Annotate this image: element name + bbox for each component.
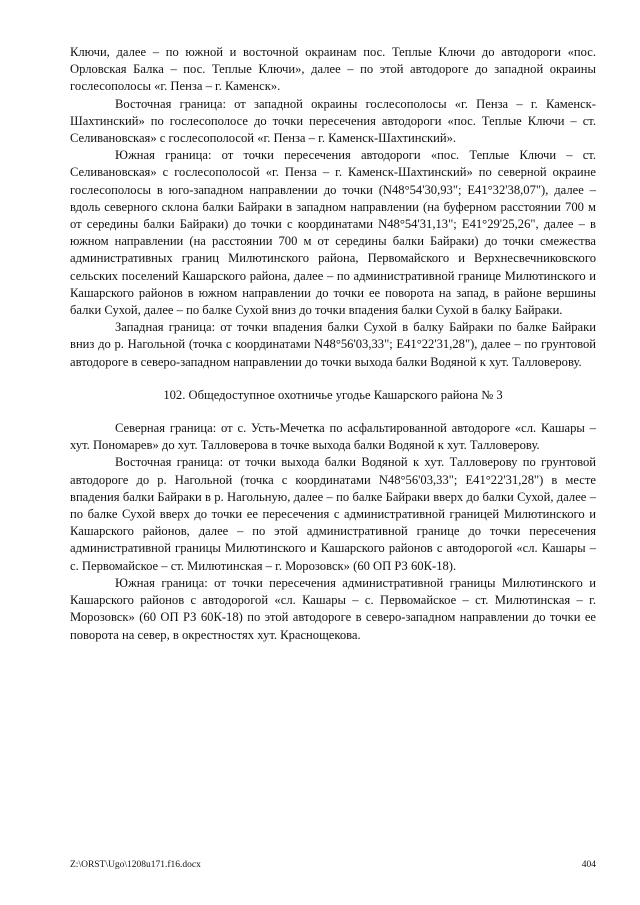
page-number: 404: [581, 860, 596, 870]
paragraph-south-boundary: Южная граница: от точки пересечения автодороги «пос. Теплые Ключи – ст. Селивановская» с гослесополосой «г. Пенза – г. Каменск-Шахтинский» по северной окраине гослесополосы в юго-западном направлении до точки (N48°54'30,93"; E41°32'38,07"), далее – вдоль северного склона балки Байраки в западном направлении (на буферном расстоянии 700 м от середины балки Байраки) до точки с координатами N48°54'31,13"; E41°29'25,26", далее – в южном направлении (на расстоянии 700 м от середины балки Байраки) до точки смежества административных границ Милютинского района, Первомайского и Верхнесвечниковского сельских поселений Кашарского района, далее – по административной границе Милютинского и Кашарского районов в южном направлении до точки ее поворота на запад, в районе вершины балки Сухой, далее – по балке Сухой вниз до точки впадения балки Сухой в балку Байраки.: [70, 148, 596, 318]
paragraph-north-boundary: Северная граница: от с. Усть-Мечетка по асфальтированной автодороге «сл. Кашары – хут. Пономарев» до хут. Талловерова в точке выхода балки Водяной к хут. Талловерову.: [70, 421, 596, 453]
page-footer: [70, 858, 596, 872]
footer-file-path: Z:\ORST\Ugo\1208u171.f16.docx: [70, 860, 201, 870]
paragraph-east-boundary: Восточная граница: от западной окраины гослесополосы «г. Пенза – г. Каменск-Шахтинский» по гослесополосе до точки пересечения автодороги «пос. Теплые Ключи – ст. Селивановская» с гослесополосой «г. Пенза – г. Каменск-Шахтинский».: [70, 96, 596, 146]
paragraph-west-boundary: Западная граница: от точки впадения балки Сухой в балку Байраки по балке Байраки вниз до р. Нагольной (точка с координатами N48°56'03,33"; E41°22'31,28"), далее – по грунтовой автодороге в северо-западном направлении до точки выхода балки Водяной к хут. Талловерову.: [70, 320, 596, 369]
paragraph-continuation: Ключи, далее – по южной и восточной окраинам пос. Теплые Ключи до автодороги «пос. Орловская Балка – пос. Теплые Ключи», далее – по этой автодороге до западной окраины гослесополосы «г. Пенза – г. Каменск».: [70, 45, 596, 94]
document-body: [70, 44, 596, 644]
section-heading: 102. Общедоступное охотничье угодье Кашарского района № 3: [163, 387, 503, 402]
paragraph-east-boundary-2: Восточная граница: от точки выхода балки Водяной к хут. Талловерову по грунтовой автодороге до р. Нагольной (точка с координатами N48°56'03,33"; E41°22'31,28") в месте впадения балки Байраки в р. Нагольную, далее – по балке Байраки вверх до балки Сухой, далее – по балке Сухой вверх до точки ее пересечения с административной границей Милютинского и Кашарского районов, далее – по этой административной границе до точки пересечения административной границы Милютинского и Кашарского районов с автодорогой «сл. Кашары – с. Первомайское – ст. Милютинская – г. Морозовск» (60 ОП РЗ 60К-18).: [70, 455, 596, 573]
paragraph-south-boundary-2: Южная граница: от точки пересечения административной границы Милютинского и Кашарского районов с автодорогой «сл. Кашары – с. Первомайское – ст. Милютинская – г. Морозовск» (60 ОП РЗ 60К-18) по этой автодороге в северо-западном направлении до точки ее поворота на север, в окрестностях хут. Краснощекова.: [70, 575, 596, 642]
